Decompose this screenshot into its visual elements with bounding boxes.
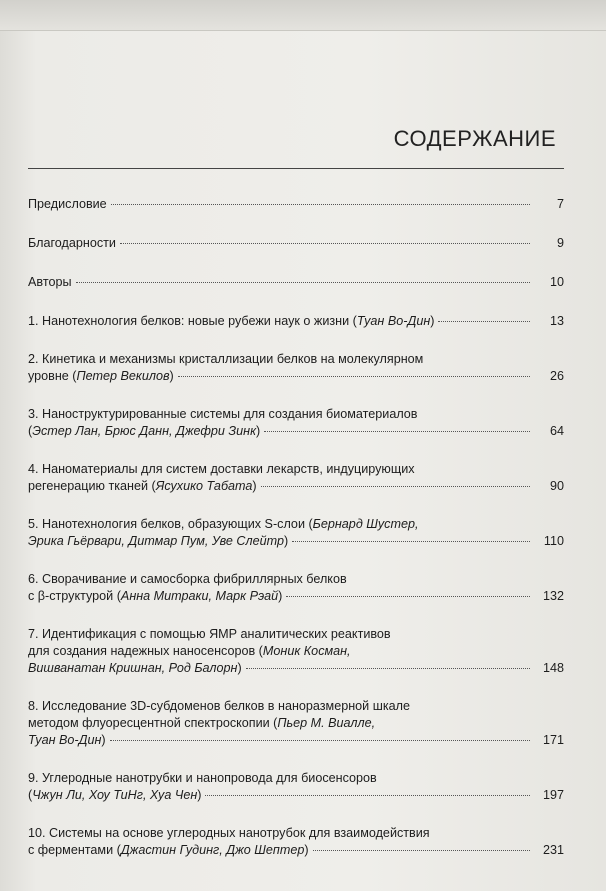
- toc-page-number: 7: [556, 197, 564, 211]
- toc-entry-authors: с β-структурой (Анна Митраки, Марк Рэай): [28, 589, 283, 603]
- toc-entry-title-cont: методом флуоресцентной спектроскопии (Пьер М. Виалле,: [28, 716, 376, 730]
- leader-dots: [76, 282, 531, 283]
- toc-entry-title: 4. Наноматериалы для систем доставки лекарств, индуцирующих: [28, 462, 415, 476]
- toc-entry: [28, 313, 564, 330]
- toc-page-number: 110: [543, 534, 564, 548]
- leader-dots: [264, 431, 530, 432]
- toc-entry: [28, 235, 564, 252]
- toc-entry-authors: Вишванатан Кришнан, Род Балорн): [28, 661, 242, 675]
- leader-dots: [438, 321, 530, 322]
- heading-rule: [28, 168, 564, 169]
- toc-entry: [28, 461, 564, 495]
- toc-entry-title: 1. Нанотехнология белков: новые рубежи наук о жизни (Туан Во-Дин): [28, 314, 435, 328]
- leader-dots: [246, 668, 530, 669]
- toc-entry: [28, 196, 564, 213]
- toc-entry-authors: регенерацию тканей (Ясухико Табата): [28, 479, 257, 493]
- toc-entry-authors: уровне (Петер Векилов): [28, 369, 174, 383]
- toc-entry-title: 10. Системы на основе углеродных нанотрубок для взаимодействия: [28, 826, 430, 840]
- toc-entry-authors: Эрика Гьёрвари, Дитмар Пум, Уве Слейтр): [28, 534, 289, 548]
- leader-dots: [313, 850, 530, 851]
- toc-page-number: 90: [549, 479, 564, 493]
- toc-entry-title: 9. Углеродные нанотрубки и нанопровода для биосенсоров: [28, 771, 377, 785]
- toc-page-number: 13: [549, 314, 564, 328]
- toc-entry-title: 5. Нанотехнология белков, образующих S-слои (Бернард Шустер,: [28, 517, 419, 531]
- toc-entry-title: 7. Идентификация с помощью ЯМР аналитических реактивов: [28, 627, 391, 641]
- leader-dots: [205, 795, 530, 796]
- leader-dots: [178, 376, 530, 377]
- toc-entry: [28, 516, 564, 550]
- toc-entry: [28, 698, 564, 749]
- leader-dots: [111, 204, 530, 205]
- toc-page-number: 231: [542, 843, 564, 857]
- toc-entry: [28, 770, 564, 804]
- toc-page-number: 132: [542, 589, 564, 603]
- toc-entry-authors: (Эстер Лан, Брюс Данн, Джефри Зинк): [28, 424, 261, 438]
- toc-entry-title: Авторы: [28, 275, 72, 289]
- leader-dots: [120, 243, 530, 244]
- toc-entry-title: Предисловие: [28, 197, 107, 211]
- leader-dots: [261, 486, 530, 487]
- toc-entry: [28, 351, 564, 385]
- toc-entry-title-cont: для создания надежных наносенсоров (Моник Косман,: [28, 644, 351, 658]
- leader-dots: [292, 541, 530, 542]
- toc-entry-title: 2. Кинетика и механизмы кристаллизации белков на молекулярном: [28, 352, 424, 366]
- toc-entry-authors: Туан Во-Дин): [28, 733, 106, 747]
- toc-page-number: 171: [542, 733, 564, 747]
- toc-entry-title: 8. Исследование 3D-субдоменов белков в наноразмерной шкале: [28, 699, 410, 713]
- toc-entry: [28, 274, 564, 291]
- toc-entry-authors: (Чжун Ли, Хоу ТиНг, Хуа Чен): [28, 788, 202, 802]
- contents-heading: СОДЕРЖАНИЕ: [393, 126, 556, 151]
- toc-entry: [28, 571, 564, 605]
- toc-entry-authors: с ферментами (Джастин Гудинг, Джо Шептер): [28, 843, 309, 857]
- toc-page-number: 10: [549, 275, 564, 289]
- toc-entry-title: 6. Сворачивание и самосборка фибриллярных белков: [28, 572, 347, 586]
- table-of-contents: [28, 196, 564, 880]
- toc-entry: [28, 626, 564, 677]
- toc-page-number: 148: [542, 661, 564, 675]
- leader-dots: [286, 596, 530, 597]
- toc-page-number: 26: [549, 369, 564, 383]
- page-header-strip: [0, 0, 606, 31]
- toc-page-number: 197: [542, 788, 564, 802]
- toc-entry-title: Благодарности: [28, 236, 116, 250]
- toc-entry-title: 3. Наноструктурированные системы для создания биоматериалов: [28, 407, 418, 421]
- toc-entry: [28, 825, 564, 859]
- leader-dots: [110, 740, 530, 741]
- toc-entry: [28, 406, 564, 440]
- toc-page-number: 9: [556, 236, 564, 250]
- toc-page-number: 64: [549, 424, 564, 438]
